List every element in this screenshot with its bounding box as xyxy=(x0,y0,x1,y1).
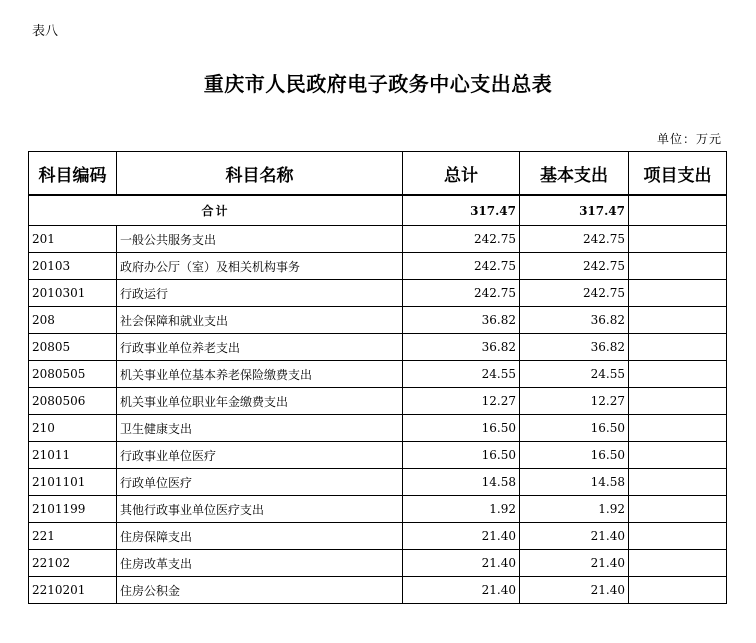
row-name: 机关事业单位职业年金缴费支出 xyxy=(117,388,403,415)
table-row xyxy=(29,523,727,550)
row-code: 2101199 xyxy=(29,496,117,523)
table-row xyxy=(29,388,727,415)
row-total: 242.75 xyxy=(403,253,520,280)
row-project xyxy=(629,469,727,496)
row-name: 社会保障和就业支出 xyxy=(117,307,403,334)
header-name: 科目名称 xyxy=(117,152,403,196)
row-total: 16.50 xyxy=(403,442,520,469)
total-basic: 317.47 xyxy=(520,195,629,226)
header-code: 科目编码 xyxy=(29,152,117,196)
row-name: 卫生健康支出 xyxy=(117,415,403,442)
table-row xyxy=(29,307,727,334)
row-project xyxy=(629,307,727,334)
row-basic: 242.75 xyxy=(520,253,629,280)
row-total: 16.50 xyxy=(403,415,520,442)
row-code: 2101101 xyxy=(29,469,117,496)
table-row xyxy=(29,550,727,577)
row-code: 221 xyxy=(29,523,117,550)
row-basic: 21.40 xyxy=(520,523,629,550)
row-total: 242.75 xyxy=(403,280,520,307)
table-row xyxy=(29,496,727,523)
table-row xyxy=(29,469,727,496)
row-code: 20103 xyxy=(29,253,117,280)
row-code: 2210201 xyxy=(29,577,117,604)
total-total: 317.47 xyxy=(403,195,520,226)
table-row xyxy=(29,226,727,253)
row-basic: 24.55 xyxy=(520,361,629,388)
header-total: 总计 xyxy=(403,152,520,196)
table-row xyxy=(29,334,727,361)
row-total: 1.92 xyxy=(403,496,520,523)
table-row xyxy=(29,442,727,469)
row-project xyxy=(629,226,727,253)
row-name: 行政运行 xyxy=(117,280,403,307)
row-code: 2010301 xyxy=(29,280,117,307)
expenditure-table xyxy=(28,151,727,604)
row-total: 21.40 xyxy=(403,577,520,604)
row-name: 行政事业单位医疗 xyxy=(117,442,403,469)
row-basic: 21.40 xyxy=(520,577,629,604)
row-project xyxy=(629,253,727,280)
row-basic: 12.27 xyxy=(520,388,629,415)
row-total: 242.75 xyxy=(403,226,520,253)
page-title: 重庆市人民政府电子政务中心支出总表 xyxy=(203,72,553,96)
table-number: 表八 xyxy=(32,24,59,39)
table-header-row xyxy=(29,152,727,196)
table-row xyxy=(29,280,727,307)
row-project xyxy=(629,361,727,388)
row-name: 住房保障支出 xyxy=(117,523,403,550)
row-name: 一般公共服务支出 xyxy=(117,226,403,253)
row-basic: 16.50 xyxy=(520,442,629,469)
row-total: 24.55 xyxy=(403,361,520,388)
table-row xyxy=(29,577,727,604)
row-basic: 36.82 xyxy=(520,307,629,334)
row-basic: 36.82 xyxy=(520,334,629,361)
row-code: 22102 xyxy=(29,550,117,577)
row-total: 21.40 xyxy=(403,550,520,577)
row-code: 201 xyxy=(29,226,117,253)
table-row xyxy=(29,361,727,388)
row-total: 36.82 xyxy=(403,307,520,334)
row-project xyxy=(629,577,727,604)
total-project xyxy=(629,195,727,226)
row-name: 政府办公厅（室）及相关机构事务 xyxy=(117,253,403,280)
row-name: 其他行政事业单位医疗支出 xyxy=(117,496,403,523)
row-basic: 21.40 xyxy=(520,550,629,577)
row-basic: 242.75 xyxy=(520,280,629,307)
total-row xyxy=(29,195,727,226)
header-project: 项目支出 xyxy=(629,152,727,196)
table-row xyxy=(29,415,727,442)
row-project xyxy=(629,442,727,469)
table-row xyxy=(29,253,727,280)
row-name: 住房改革支出 xyxy=(117,550,403,577)
row-project xyxy=(629,334,727,361)
row-total: 36.82 xyxy=(403,334,520,361)
row-project xyxy=(629,550,727,577)
row-project xyxy=(629,523,727,550)
row-total: 21.40 xyxy=(403,523,520,550)
row-name: 机关事业单位基本养老保险缴费支出 xyxy=(117,361,403,388)
row-total: 14.58 xyxy=(403,469,520,496)
row-basic: 1.92 xyxy=(520,496,629,523)
unit-label: 单位：万元 xyxy=(656,132,722,146)
row-basic: 16.50 xyxy=(520,415,629,442)
row-code: 2080505 xyxy=(29,361,117,388)
row-basic: 14.58 xyxy=(520,469,629,496)
row-code: 20805 xyxy=(29,334,117,361)
row-name: 住房公积金 xyxy=(117,577,403,604)
total-label: 合计 xyxy=(29,195,403,226)
row-total: 12.27 xyxy=(403,388,520,415)
row-basic: 242.75 xyxy=(520,226,629,253)
row-project xyxy=(629,496,727,523)
row-code: 21011 xyxy=(29,442,117,469)
row-code: 2080506 xyxy=(29,388,117,415)
row-name: 行政事业单位养老支出 xyxy=(117,334,403,361)
row-name: 行政单位医疗 xyxy=(117,469,403,496)
row-project xyxy=(629,415,727,442)
row-code: 208 xyxy=(29,307,117,334)
row-project xyxy=(629,280,727,307)
row-code: 210 xyxy=(29,415,117,442)
row-project xyxy=(629,388,727,415)
header-basic: 基本支出 xyxy=(520,152,629,196)
